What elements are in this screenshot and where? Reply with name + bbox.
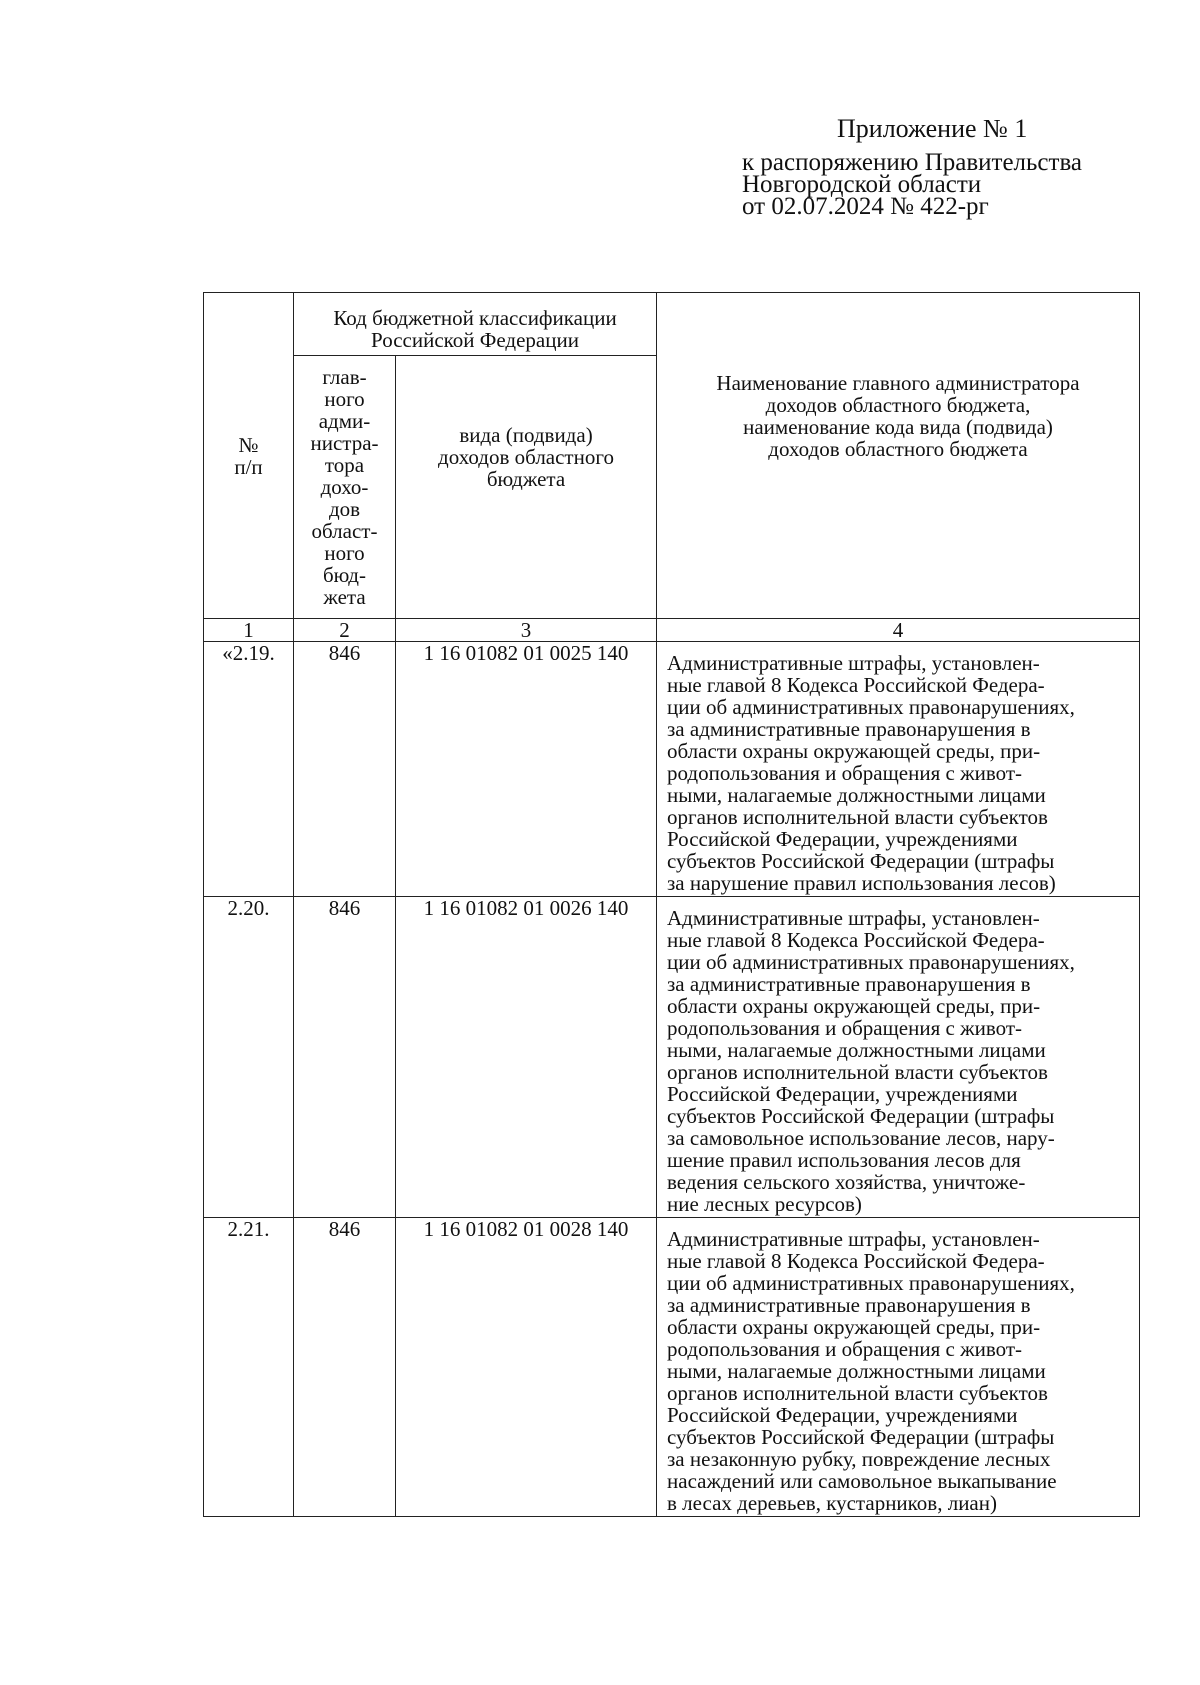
column-number: 1 xyxy=(204,619,294,642)
header-income-code xyxy=(396,356,657,619)
desc-line: Российской Федерации, учреждениями xyxy=(667,1403,1018,1427)
desc-line: за административные правонарушения в xyxy=(667,1293,1031,1317)
desc-line: ными, налагаемые должностными лицами xyxy=(667,783,1046,807)
desc-line: ные главой 8 Кодекса Российской Федера- xyxy=(667,928,1045,952)
header-admin-line: област- xyxy=(311,519,378,543)
desc-line: за самовольное использование лесов, нару- xyxy=(667,1126,1055,1150)
header-code-line: Российской Федерации xyxy=(371,328,579,352)
desc-line: насаждений или самовольное выкапывание xyxy=(667,1469,1057,1493)
desc-line: субъектов Российской Федерации (штрафы xyxy=(667,1425,1055,1449)
header-admin-line: нистра- xyxy=(310,431,379,455)
desc-line: ными, налагаемые должностными лицами xyxy=(667,1359,1046,1383)
header-admin-line: дохо- xyxy=(320,475,369,499)
desc-line: ции об административных правонарушениях, xyxy=(667,695,1075,719)
desc-line: субъектов Российской Федерации (штрафы xyxy=(667,1104,1055,1128)
desc-line: органов исполнительной власти субъектов xyxy=(667,1381,1048,1405)
table-row xyxy=(204,642,1140,897)
header-name-line: доходов областного бюджета, xyxy=(765,392,1031,417)
header-income-line: бюджета xyxy=(486,467,566,491)
header-income-line: доходов областного xyxy=(438,445,614,469)
desc-line: области охраны окружающей среды, при- xyxy=(667,739,1041,763)
row-num: 2.21. xyxy=(204,1218,294,1517)
desc-line: субъектов Российской Федерации (штрафы xyxy=(667,849,1055,873)
decree-line-3: от 02.07.2024 № 422-рг xyxy=(742,193,989,220)
header-admin-line: жета xyxy=(323,585,366,609)
header-name-line: Наименование главного администратора xyxy=(716,370,1080,395)
desc-line: ции об административных правонарушениях, xyxy=(667,1271,1075,1295)
desc-line: Административные штрафы, установлен- xyxy=(667,906,1040,930)
header-admin-line: адми- xyxy=(318,409,371,433)
desc-line: за нарушение правил использования лесов) xyxy=(667,871,1056,895)
column-number: 4 xyxy=(657,619,1140,642)
decree-reference xyxy=(742,149,1083,220)
row-num: 2.20. xyxy=(204,897,294,1218)
table-header-row xyxy=(204,293,1140,356)
desc-line: ные главой 8 Кодекса Российской Федера- xyxy=(667,1249,1045,1273)
desc-line: ными, налагаемые должностными лицами xyxy=(667,1038,1046,1062)
header-admin-code xyxy=(294,356,396,619)
header-income-line: вида (подвида) xyxy=(459,423,593,447)
decree-line-2: Новгородской области xyxy=(742,171,982,198)
desc-line: области охраны окружающей среды, при- xyxy=(667,994,1041,1018)
desc-line: за незаконную рубку, повреждение лесных xyxy=(667,1447,1051,1471)
column-number: 2 xyxy=(294,619,396,642)
desc-line: ведения сельского хозяйства, уничтоже- xyxy=(667,1170,1026,1194)
desc-line: за административные правонарушения в xyxy=(667,972,1031,996)
desc-line: родопользования и обращения с живот- xyxy=(667,1016,1022,1040)
row-admin-code: 846 xyxy=(294,1218,396,1517)
table-row xyxy=(204,1218,1140,1517)
row-description xyxy=(657,897,1140,1218)
header-admin-line: дов xyxy=(328,497,361,521)
header-admin-line: тора xyxy=(324,453,365,477)
header-admin-line: ного xyxy=(324,387,365,411)
desc-line: ные главой 8 Кодекса Российской Федера- xyxy=(667,673,1045,697)
desc-line: ние лесных ресурсов) xyxy=(667,1192,862,1216)
row-num: «2.19. xyxy=(204,642,294,897)
header-name-line: доходов областного бюджета xyxy=(768,436,1028,461)
desc-line: родопользования и обращения с живот- xyxy=(667,1337,1022,1361)
desc-line: Российской Федерации, учреждениями xyxy=(667,1082,1018,1106)
desc-line: в лесах деревьев, кустарников, лиан) xyxy=(667,1491,997,1515)
desc-line: области охраны окружающей среды, при- xyxy=(667,1315,1041,1339)
header-admin-line: ного xyxy=(324,541,365,565)
decree-line-1: к распоряжению Правительства xyxy=(742,149,1083,176)
desc-line: органов исполнительной власти субъектов xyxy=(667,805,1048,829)
header-num xyxy=(204,293,294,619)
row-admin-code: 846 xyxy=(294,897,396,1218)
header-code-line: Код бюджетной классификации xyxy=(333,306,617,330)
desc-line: за административные правонарушения в xyxy=(667,717,1031,741)
row-income-code: 1 16 01082 01 0028 140 xyxy=(396,1218,657,1517)
row-description xyxy=(657,642,1140,897)
budget-classification-table xyxy=(203,292,1140,1517)
column-number: 3 xyxy=(396,619,657,642)
appendix-title: Приложение № 1 xyxy=(837,114,1028,143)
desc-line: шение правил использования лесов для xyxy=(667,1148,1021,1172)
desc-line: ции об административных правонарушениях, xyxy=(667,950,1075,974)
row-income-code: 1 16 01082 01 0026 140 xyxy=(396,897,657,1218)
header-code-group xyxy=(294,293,657,356)
desc-line: Российской Федерации, учреждениями xyxy=(667,827,1018,851)
header-admin-line: глав- xyxy=(322,365,367,389)
desc-line: органов исполнительной власти субъектов xyxy=(667,1060,1048,1084)
column-number-row xyxy=(204,619,1140,642)
row-admin-code: 846 xyxy=(294,642,396,897)
header-name xyxy=(657,293,1140,619)
table-row xyxy=(204,897,1140,1218)
row-income-code: 1 16 01082 01 0025 140 xyxy=(396,642,657,897)
desc-line: Административные штрафы, установлен- xyxy=(667,651,1040,675)
header-num-line: № xyxy=(238,432,259,457)
header-name-line: наименование кода вида (подвида) xyxy=(743,414,1053,439)
header-admin-line: бюд- xyxy=(323,563,366,587)
header-num-line: п/п xyxy=(234,454,263,479)
row-description xyxy=(657,1218,1140,1517)
desc-line: родопользования и обращения с живот- xyxy=(667,761,1022,785)
desc-line: Административные штрафы, установлен- xyxy=(667,1227,1040,1251)
